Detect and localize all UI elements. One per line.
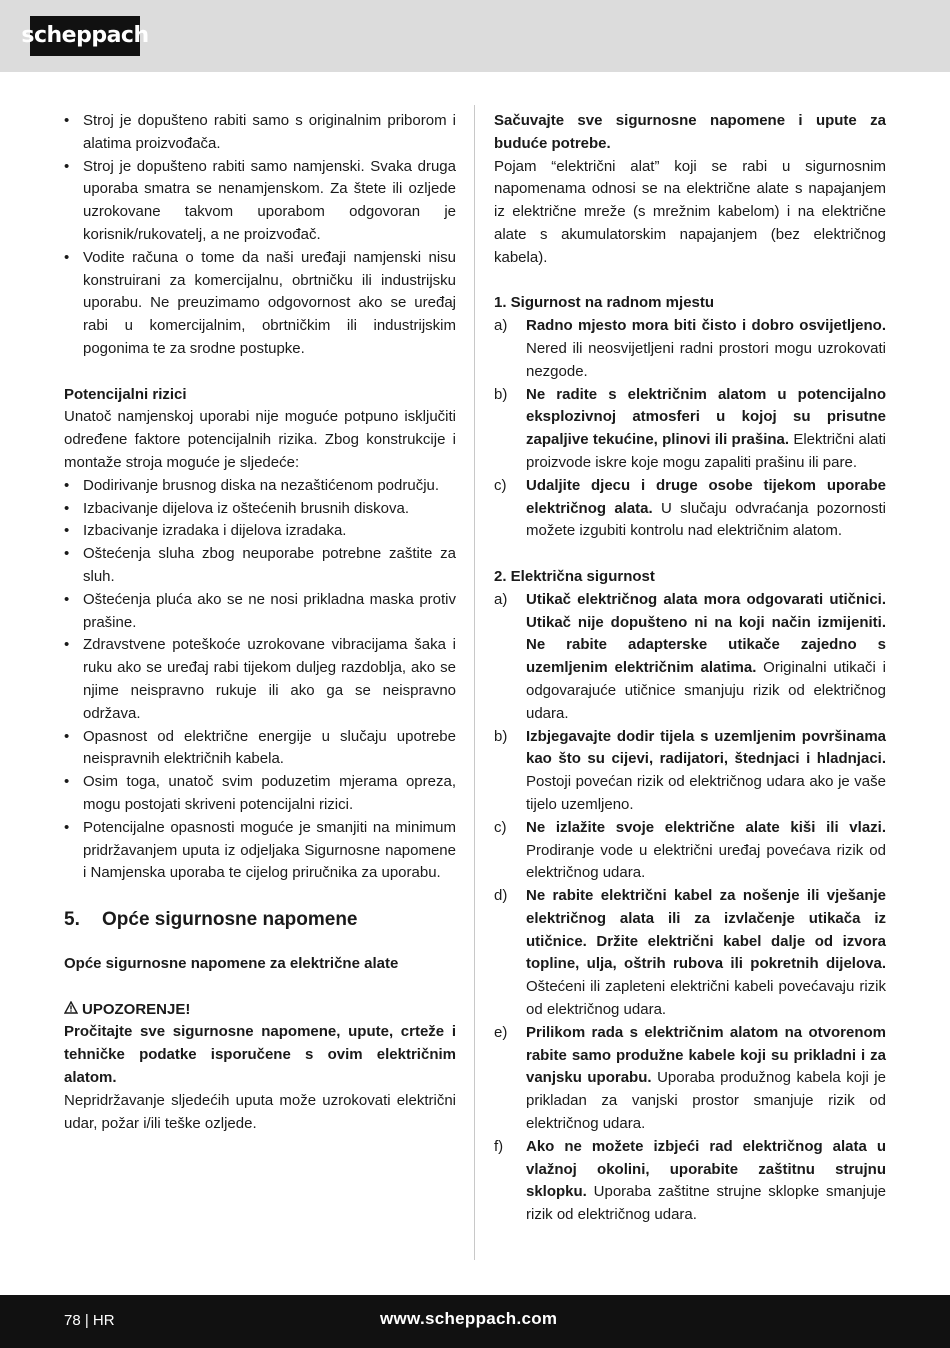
list-item	[494, 1136, 886, 1227]
column-divider	[474, 105, 475, 1260]
warning-text: Nepridržavanje sljedećih uputa može uzrokovati električni udar, požar i/ili teške ozljede.	[64, 1091, 456, 1132]
item-bold-text: Izbjegavajte dodir tijela s uzemljenim površinama kao što su cijevi, radijatori, štednjaci i hladnjaci.	[526, 727, 886, 768]
item-text: U slučaju odvraćanja pozornosti možete izgubiti kontrolu nad električnim alatom.	[526, 499, 886, 540]
list-item	[494, 589, 886, 726]
right-column	[494, 110, 886, 1227]
website-link[interactable]: www.scheppach.com	[380, 1309, 558, 1328]
list-item	[494, 726, 886, 817]
electrical-safety-list	[494, 589, 886, 1227]
item-text: Nered ili neosvijetljeni radni prostori mogu uzrokovati nezgode.	[526, 339, 886, 380]
warning-triangle-icon	[64, 999, 78, 1022]
item-label: a)	[494, 590, 508, 608]
list-item	[494, 1022, 886, 1136]
list-item: • Zdravstvene poteškoće uzrokovane vibracijama šaka i ruku ako se uređaj rabi tijekom duljeg razdoblja, ako se njime neispravno rukuje ili ako ga se neispravno održava.	[64, 634, 456, 725]
item-text: Prodiranje vode u električni uređaj povećava rizik od električnog udara.	[526, 841, 886, 882]
item-bold-text: Radno mjesto mora biti čisto i dobro osvijetljeno.	[526, 317, 886, 335]
work-safety-list	[494, 315, 886, 543]
item-bold-text: Ne izlažite svoje električne alate kiši ili vlazi.	[526, 818, 886, 836]
item-label: f)	[494, 1137, 504, 1155]
subheading: Opće sigurnosne napomene za električne alate	[64, 955, 399, 973]
risks-bullet-list	[64, 475, 456, 885]
section-title: Opće sigurnosne napomene	[102, 909, 358, 931]
definition-paragraph: Pojam “električni alat” koji se rabi u sigurnosnim napomenama odnosi se na električne alate s napajanjem iz električne mreže (s mrežnim kabelom) i na električne alate s akumulatorskim napajanjem (bez električnog kabela).	[494, 157, 886, 266]
list-item: • Izbacivanje dijelova iz oštećenih brusnih diskova.	[64, 498, 456, 521]
brand-logo: scheppach	[30, 16, 140, 56]
item-label: c)	[494, 476, 507, 494]
item-bold-text: Ne rabite električni kabel za nošenje ili vješanje električnog alata ili za izvlačenje utikača iz utičnice. Držite električni kabel dalje od izvora topline, ulja, oštrih rubova ili pokretnih dijelova.	[526, 887, 886, 973]
page-header	[0, 0, 950, 72]
list-item	[494, 817, 886, 885]
list-item: • Vodite računa o tome da naši uređaji namjenski nisu konstruirani za komercijalnu, obrtničku ili industrijsku uporabu. Ne preuzimamo odgovornost ako se uređaj rabi u komercijalnim, obrtničkim ili industrijskim pogonima te za srodne postupke.	[64, 247, 456, 361]
item-label: a)	[494, 317, 508, 335]
risks-heading: Potencijalni rizici	[64, 385, 187, 403]
item-text: Uporaba produžnog kabela koji je prikladan za vanjski prostor smanjuje rizik od električnog udara.	[526, 1069, 886, 1133]
list-item: • Izbacivanje izradaka i dijelova izradaka.	[64, 520, 456, 543]
item-text: Originalni utikači i odgovarajuće utičnice smanjuju rizik od električnog udara.	[526, 659, 887, 722]
item-text: Postoji povećan rizik od električnog udara ako je vaše tijelo uzemljeno.	[526, 773, 886, 813]
list-item: • Potencijalne opasnosti moguće je smanjiti na minimum pridržavanjem uputa iz odjeljaka Sigurnosne napomene i Namjenska uporaba te cijelog priručnika za uporabu.	[64, 817, 456, 885]
item-bold-text: Udaljite djecu i druge osobe tijekom uporabe električnog alata.	[526, 476, 886, 517]
warning-label: UPOZORENJE!	[82, 1000, 191, 1018]
page-number: 78 | HR	[64, 1312, 115, 1329]
item-label: d)	[494, 887, 508, 905]
item-bold-text: Ako ne možete izbjeći rad električnog alata u vlažnoj okolini, uporabite zaštitnu strujnu sklopku.	[526, 1137, 886, 1201]
left-column	[64, 110, 456, 1135]
risks-intro: Unatoč namjenskoj uporabi nije moguće potpuno isključiti određene faktore potencijalnih rizika. Zbog konstrukcije i montaže stroja moguće je sljedeće:	[64, 408, 456, 471]
list-item: • Oštećenja sluha zbog neuporabe potrebne zaštite za sluh.	[64, 543, 456, 589]
warning-bold-text: Pročitajte sve sigurnosne napomene, upute, crteže i tehničke podatke isporučene s ovim električnim alatom.	[64, 1023, 456, 1087]
warning-heading	[64, 999, 456, 1022]
list-item: • Dodirivanje brusnog diska na nezaštićenom području.	[64, 475, 456, 498]
section-number: 5.	[64, 909, 80, 931]
item-bold-text: Utikač električnog alata mora odgovarati utičnici. Utikač nije dopušteno ni na koji način izmijeniti. Ne rabite adapterske utikače zajedno s uzemljenim električnim alatima.	[526, 590, 886, 677]
list-item: • Stroj je dopušteno rabiti samo namjenski. Svaka druga uporaba smatra se nenamjenskom. Za štete ili ozljede uzrokovane takvom uporabom odgovoran je korisnik/rukovatelj, a ne proizvođač.	[64, 156, 456, 247]
usage-bullet-list	[64, 110, 456, 361]
list-item: • Osim toga, unatoč svim poduzetim mjerama opreza, mogu postojati skriveni potencijalni rizici.	[64, 771, 456, 817]
item-text: Oštećeni ili zapleteni električni kabeli povećavaju rizik od električnog udara.	[526, 978, 886, 1019]
list-item: • Opasnost od električne energije u slučaju upotrebe neispravnih električnih kabela.	[64, 726, 456, 772]
list-item	[494, 315, 886, 383]
item-bold-text: Ne radite s električnim alatom u potencijalno eksplozivnoj atmosferi u kojoj su prisutne zapaljive tekućine, plinovi ili prašina.	[526, 385, 886, 449]
item-label: b)	[494, 385, 508, 403]
page-footer	[0, 1295, 950, 1348]
item-text: Uporaba zaštitne strujne sklopke smanjuje rizik od električnog udara.	[526, 1183, 886, 1224]
list-item	[494, 475, 886, 543]
save-instructions: Sačuvajte sve sigurnosne napomene i upute za buduće potrebe.	[494, 112, 886, 152]
electrical-safety-heading: 2. Električna sigurnost	[494, 567, 655, 585]
item-bold-text: Prilikom rada s električnim alatom na otvorenom rabite samo produžne kabele koji su prikladni i za vanjsku uporabu.	[526, 1023, 886, 1087]
work-safety-heading: 1. Sigurnost na radnom mjestu	[494, 294, 715, 312]
list-item: • Stroj je dopušteno rabiti samo s originalnim priborom i alatima proizvođača.	[64, 110, 456, 156]
item-text: Električni alati proizvode iskre koje mogu zapaliti prašinu ili pare.	[526, 431, 886, 471]
item-label: e)	[494, 1023, 508, 1041]
item-label: c)	[494, 818, 507, 836]
list-item: • Oštećenja pluća ako se ne nosi prikladna maska protiv prašine.	[64, 589, 456, 635]
item-label: b)	[494, 727, 508, 745]
list-item	[494, 885, 886, 1022]
section-heading	[64, 907, 456, 933]
list-item	[494, 384, 886, 475]
